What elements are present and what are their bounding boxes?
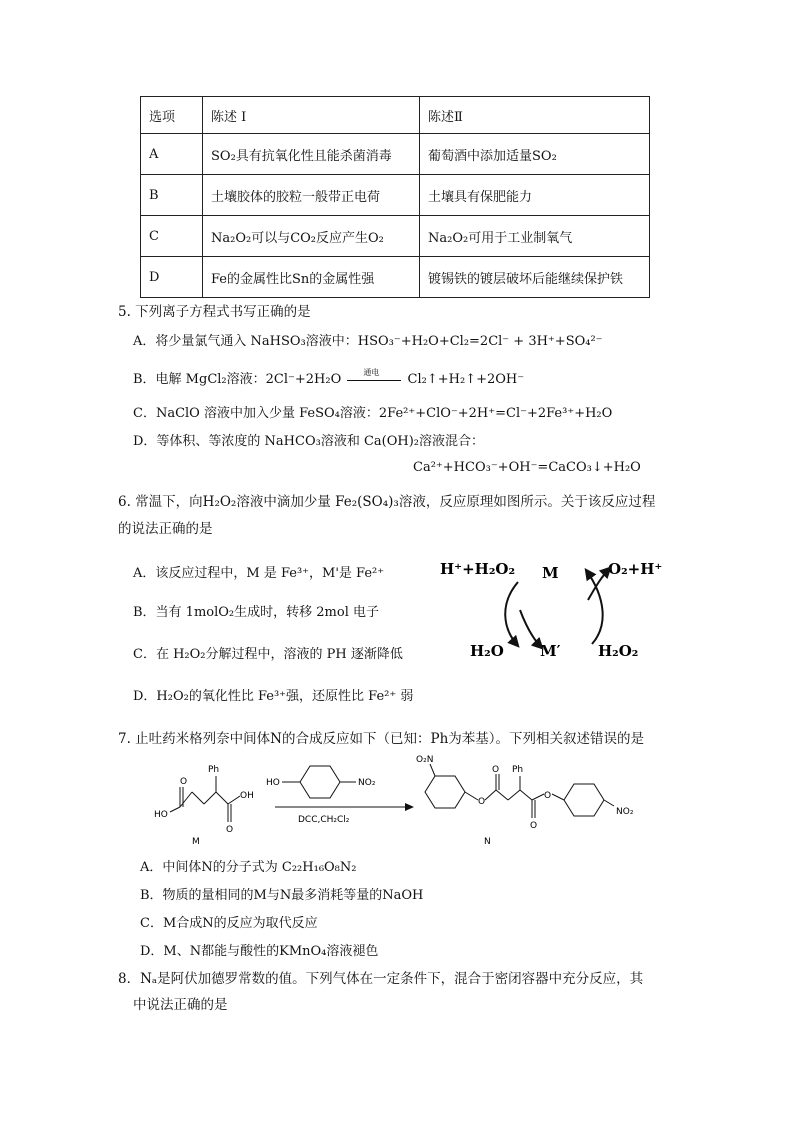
question-5-stem: 5. 下列离子方程式书写正确的是 (118, 304, 311, 320)
option-b-rhs: Cl₂↑+H₂↑+2OH⁻ (407, 372, 525, 387)
question-7-option-d: D．M、N都能与酸性的KMnO₄溶液褪色 (140, 944, 379, 959)
question-5-option-c: C．NaClO 溶液中加入少量 FeSO₄溶液：2Fe²⁺+ClO⁻+2H⁺=Cl⁻+2Fe³⁺+H₂O (133, 406, 613, 421)
table-cell: B (141, 175, 203, 216)
atom-oh: OH (240, 791, 254, 801)
label-n: N (484, 837, 491, 847)
diagram-top-left: H⁺+H₂O₂ (440, 560, 516, 578)
question-6-stem-line1: 6. 常温下，向H₂O₂溶液中滴加少量 Fe₂(SO₄)₃溶液，反应原理如图所示。关于该反应过程 (118, 494, 656, 510)
diagram-top-mid: M (542, 564, 559, 582)
question-8-stem-line1: 8．Nₐ是阿伏加德罗常数的值。下列气体在一定条件下，混合于密闭容器中充分反应，其 (118, 971, 644, 987)
question-6-option-d: D．H₂O₂的氧化性比 Fe³⁺强，还原性比 Fe²⁺ 弱 (133, 689, 414, 704)
table-cell: 土壤具有保肥能力 (420, 175, 650, 216)
question-6-option-a: A．该反应过程中，M 是 Fe³⁺，M'是 Fe²⁺ (133, 566, 385, 581)
question-5-option-d: D．等体积、等浓度的 NaHCO₃溶液和 Ca(OH)₂溶液混合： (133, 434, 485, 449)
table-row (141, 134, 650, 175)
electrolysis-arrow (345, 367, 403, 387)
question-6-option-c: C．在 H₂O₂分解过程中，溶液的 PH 逐渐降低 (133, 647, 403, 662)
question-5-option-b (133, 368, 524, 387)
table-cell: A (141, 134, 203, 175)
table-cell: Na₂O₂可用于工业制氧气 (420, 216, 650, 257)
option-b-lhs: B．电解 MgCl₂溶液：2Cl⁻+2H₂O (133, 372, 342, 387)
arrow-line (347, 380, 401, 381)
table-header-cell: 陈述 I (203, 97, 420, 134)
atom-o: O (180, 777, 188, 787)
electrolysis-condition: 通电 (363, 367, 380, 377)
synthesis-scheme (140, 752, 660, 852)
table-row (141, 257, 650, 298)
question-7-option-a: A．中间体N的分子式为 C₂₂H₁₆O₈N₂ (140, 860, 357, 875)
atom-no2: NO₂ (358, 778, 376, 788)
table-cell: 葡萄酒中添加适量SO₂ (420, 134, 650, 175)
atom-o: O (226, 825, 234, 835)
question-7-option-b: B．物质的量相同的M与N最多消耗等量的NaOH (140, 888, 424, 903)
table-cell: D (141, 257, 203, 298)
question-8-stem-line2: 中说法正确的是 (133, 997, 228, 1013)
label-m: M (192, 837, 200, 847)
question-7-stem: 7. 止吐药米格列奈中间体N的合成反应如下（已知：Ph为苯基）。下列相关叙述错误的是 (118, 731, 645, 747)
table-cell: Na₂O₂可以与CO₂反应产生O₂ (203, 216, 420, 257)
table-cell: 镀锡铁的镀层破坏后能继续保护铁 (420, 257, 650, 298)
table-header-row (141, 97, 650, 134)
diagram-bottom-mid: M′ (540, 642, 561, 660)
atom-no2: NO₂ (616, 807, 634, 817)
table-cell: 土壤胶体的胶粒一般带正电荷 (203, 175, 420, 216)
reaction-arrowhead (405, 803, 414, 811)
question-5-option-d-equation: Ca²⁺+HCO₃⁻+OH⁻=CaCO₃↓+H₂O (413, 460, 641, 475)
atom-o2n: O₂N (416, 755, 434, 765)
table-cell: SO₂具有抗氧化性且能杀菌消毒 (203, 134, 420, 175)
question-5-option-a: A．将少量氯气通入 NaHSO₃溶液中：HSO₃⁻+H₂O+Cl₂=2Cl⁻ + 3H⁺+SO₄²⁻ (133, 334, 603, 349)
question-7-option-c: C．M合成N的反应为取代反应 (140, 916, 318, 931)
table-header-cell: 陈述Ⅱ (420, 97, 650, 134)
table-cell: Fe的金属性比Sn的金属性强 (203, 257, 420, 298)
table-header-cell: 选项 (141, 97, 203, 134)
reaction-cycle-diagram (430, 548, 670, 668)
diagram-top-right: O₂+H⁺ (608, 560, 663, 578)
table-row (141, 175, 650, 216)
atom-o: O (544, 791, 552, 801)
question-6-stem-line2: 的说法正确的是 (118, 521, 213, 537)
atom-o: O (478, 797, 486, 807)
reagent-structure (282, 766, 356, 798)
table-cell: C (141, 216, 203, 257)
question-6-option-b: B．当有 1molO₂生成时，转移 2mol 电子 (133, 605, 379, 620)
atom-ph: Ph (512, 765, 524, 775)
reagent-condition: DCC,CH₂Cl₂ (298, 815, 350, 825)
atom-ho: HO (266, 778, 280, 788)
atom-o: O (492, 765, 500, 775)
diagram-bottom-right: H₂O₂ (598, 642, 639, 660)
atom-ho: HO (154, 810, 168, 820)
table-row (141, 216, 650, 257)
arrow-left-down (505, 582, 518, 646)
atom-o: O (530, 821, 538, 831)
atom-ph: Ph (208, 765, 220, 775)
arrow-to-m-prime (520, 610, 542, 648)
statement-table (140, 96, 650, 298)
diagram-bottom-left: H₂O (470, 642, 504, 660)
